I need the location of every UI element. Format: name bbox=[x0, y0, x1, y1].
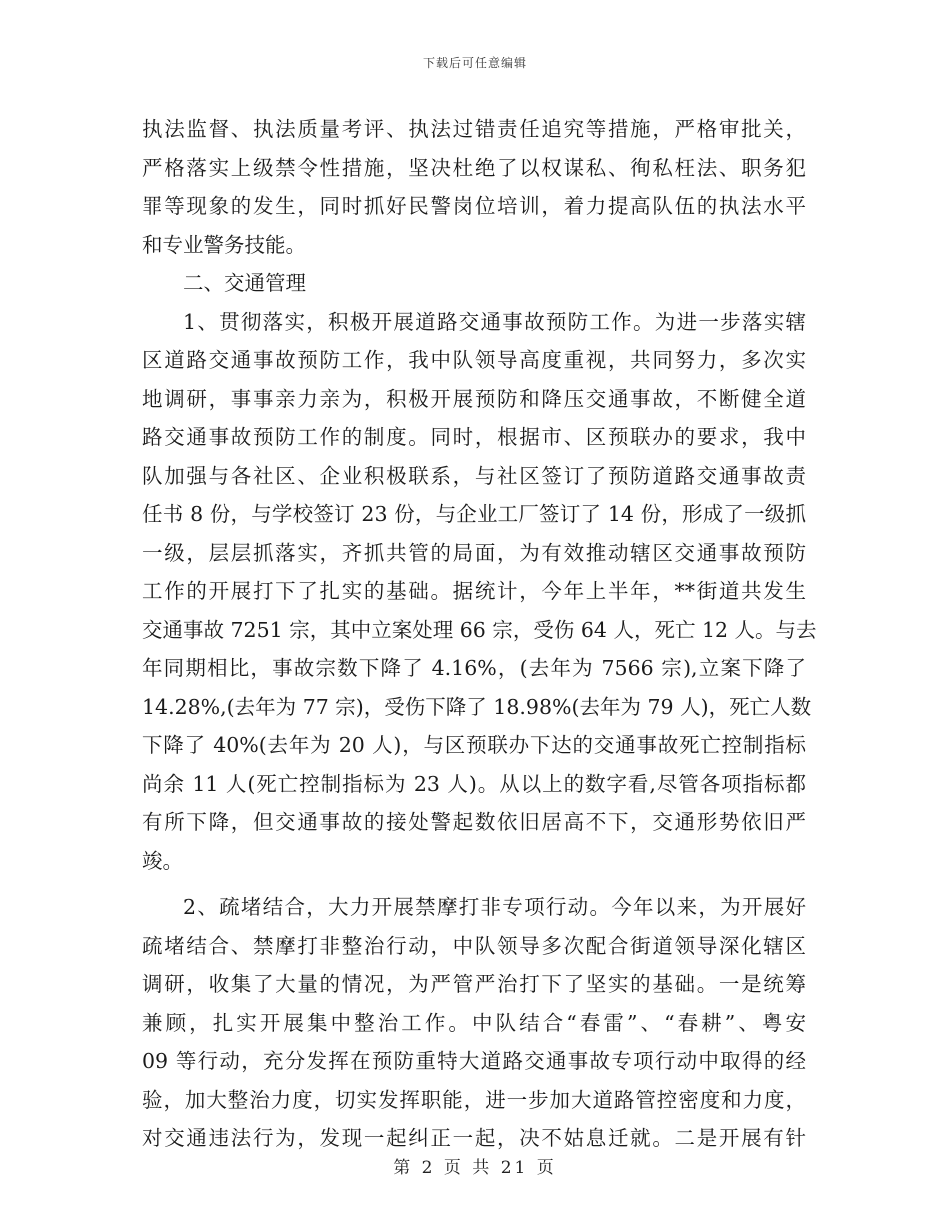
text-line: 执法监督、执法质量考评、执法过错责任追究等措施，严格审批关， bbox=[142, 117, 806, 141]
document-body bbox=[142, 110, 817, 1158]
text-line: 09 等行动，充分发挥在预防重特大道路交通事故专项行动中取得的经 bbox=[142, 1049, 806, 1073]
paragraph bbox=[142, 110, 806, 264]
text-line: 下降了 40%(去年为 20 人)，与区预联办下达的交通事故死亡控制指标 bbox=[142, 733, 806, 757]
text-line: 罪等现象的发生，同时抓好民警岗位培训，着力提高队伍的执法水平 bbox=[142, 194, 806, 218]
text-line: 二、交通管理 bbox=[183, 271, 306, 295]
text-line: 14.28%,(去年为 77 宗)，受伤下降了 18.98%(去年为 79 人)，死亡人数 bbox=[142, 694, 812, 719]
text-line: 1、贯彻落实，积极开展道路交通事故预防工作。为进一步落实辖 bbox=[183, 309, 806, 334]
text-line: 路交通事故预防工作的制度。同时，根据市、区预联办的要求，我中 bbox=[142, 425, 806, 449]
paragraph bbox=[142, 303, 817, 881]
text-line: 年同期相比，事故宗数下降了 4.16%，(去年为 7566 宗),立案下降了 bbox=[142, 656, 806, 680]
text-line: 对交通违法行为，发现一起纠正一起，决不姑息迁就。二是开展有针 bbox=[142, 1126, 806, 1150]
text-line: 队加强与各社区、企业积极联系，与社区签订了预防道路交通事故责 bbox=[142, 463, 806, 488]
text-line: 区道路交通事故预防工作，我中队领导高度重视，共同努力，多次实 bbox=[142, 348, 806, 372]
section-heading bbox=[142, 264, 806, 303]
page-number: 第 2 页 共 21 页 bbox=[393, 1158, 557, 1178]
text-line: 交通事故 7251 宗，其中立案处理 66 宗，受伤 64 人，死亡 12 人。与去 bbox=[142, 617, 817, 642]
text-line: 有所下降，但交通事故的接处警起数依旧居高不下，交通形势依旧严 bbox=[142, 810, 806, 834]
text-line: 和专业警务技能。 bbox=[142, 232, 306, 257]
text-line: 任书 8 份，与学校签订 23 份，与企业工厂签订了 14 份，形成了一级抓 bbox=[142, 502, 806, 526]
text-line: 地调研，事事亲力亲为，积极开展预防和降压交通事故，不断健全道 bbox=[142, 386, 806, 411]
page-header: 下载后可任意编辑 bbox=[422, 56, 527, 70]
text-line: 严格落实上级禁令性措施，坚决杜绝了以权谋私、徇私枉法、职务犯 bbox=[142, 155, 806, 180]
text-line: 疏堵结合、禁摩打非整治行动，中队领导多次配合街道领导深化辖区 bbox=[142, 933, 806, 958]
text-line: 兼顾，扎实开展集中整治工作。中队结合“春雷”、“春耕”、粤安 bbox=[142, 1010, 806, 1035]
text-line: 工作的开展打下了扎实的基础。据统计，今年上半年，**街道共发生 bbox=[142, 579, 806, 603]
text-line: 调研，收集了大量的情况，为严管严治打下了坚实的基础。一是统筹 bbox=[142, 972, 806, 996]
text-line: 尚余 11 人(死亡控制指标为 23 人)。从以上的数字看,尽管各项指标都 bbox=[142, 771, 806, 796]
text-line: 2、疏堵结合，大力开展禁摩打非专项行动。今年以来，为开展好 bbox=[183, 895, 806, 919]
text-line: 一级，层层抓落实，齐抓共管的局面，为有效推动辖区交通事故预防 bbox=[142, 540, 806, 565]
text-line: 验，加大整治力度，切实发挥职能，进一步加大道路管控密度和力度， bbox=[142, 1087, 806, 1112]
text-line: 竣。 bbox=[142, 848, 183, 873]
paragraph bbox=[142, 888, 806, 1158]
